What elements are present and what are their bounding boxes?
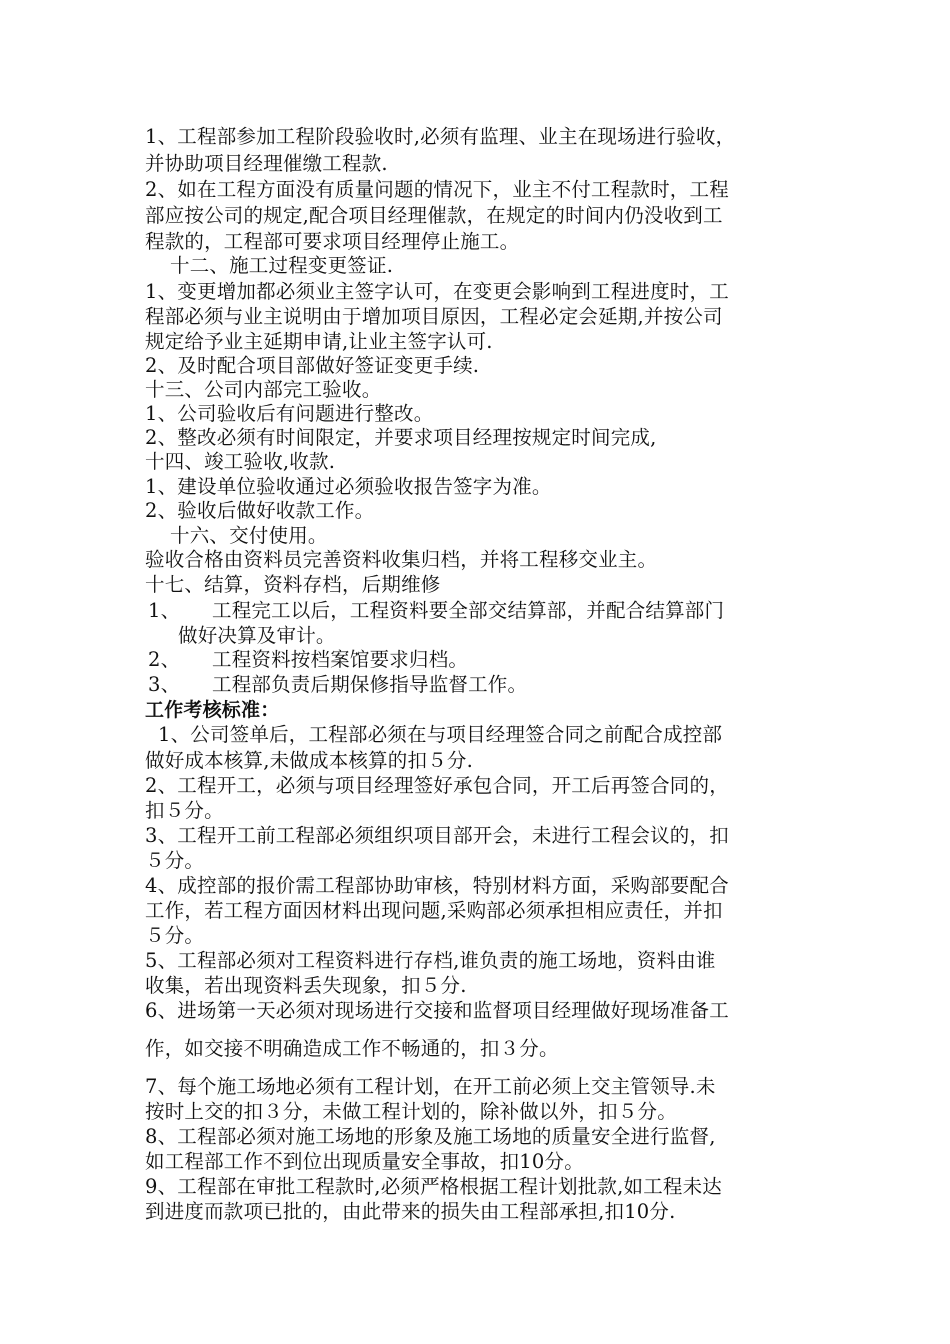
text-line: 1、建设单位验收通过必须验收报告签字为准。 [145,475,552,498]
text-line: 验收合格由资料员完善资料收集归档，并将工程移交业主。 [145,548,658,571]
text-line: 1、公司签单后，工程部必须在与项目经理签合同之前配合成控部 [158,723,723,746]
text-line: 9、工程部在审批工程款时,必须严格根据工程计划批款,如工程未达 [145,1175,723,1198]
text-line: 3、工程开工前工程部必须组织项目部开会，未进行工程会议的，扣 [145,824,729,847]
text-line: 按时上交的扣３分，未做工程计划的，除补做以外，扣５分。 [145,1100,677,1123]
list-number: 2、 [148,648,181,671]
text-line: 2、验收后做好收款工作。 [145,499,375,522]
text-line: 程款的，工程部可要求项目经理停止施工。 [145,230,520,253]
text-line: 4、成控部的报价需工程部协助审核，特别材料方面，采购部要配合 [145,874,729,897]
list-text: 工程资料按档案馆要求归档。 [212,648,469,671]
text-line: 7、每个施工场地必须有工程计划，在开工前必须上交主管领导.未 [145,1075,716,1098]
criteria-heading: 工作考核标准： [145,699,280,721]
text-line: 收集，若出现资料丢失现象，扣５分. [145,974,467,997]
section-heading: 十四、竣工验收,收款. [145,450,336,473]
section-heading: 十七、结算，资料存档，后期维修 [145,573,441,596]
list-text: 工程部负责后期保修指导监督工作。 [212,673,528,696]
section-heading: 十三、公司内部完工验收。 [145,378,382,401]
text-line: 工作，若工程方面因材料出现问题,采购部必须承担相应责任，并扣 [145,899,723,922]
text-line: 到进度而款项已批的，由此带来的损失由工程部承担,扣10分. [145,1200,676,1223]
text-line: 1、变更增加都必须业主签字认可，在变更会影响到工程进度时，工 [145,280,729,303]
list-text: 工程完工以后，工程资料要全部交结算部，并配合结算部门 [212,599,725,622]
text-line: 程部必须与业主说明由于增加项目原因，工程必定会延期,并按公司 [145,305,723,328]
text-line: 规定给予业主延期申请,让业主签字认可. [145,330,493,353]
list-text: 做好决算及审计。 [178,624,336,647]
text-line: 做好成本核算,未做成本核算的扣５分. [145,749,473,772]
text-line: ５分。 [145,849,205,872]
text-line: 作，如交接不明确造成工作不畅通的，扣３分。 [145,1037,559,1060]
text-line: 1、工程部参加工程阶段验收时,必须有监理、业主在现场进行验收， [145,125,736,148]
text-line: 2、及时配合项目部做好签证变更手续. [145,354,480,377]
text-line: 并协助项目经理催缴工程款. [145,152,388,175]
text-line: 2、如在工程方面没有质量问题的情况下，业主不付工程款时，工程 [145,178,729,201]
text-line: 8、工程部必须对施工场地的形象及施工场地的质量安全进行监督, [145,1125,716,1148]
text-line: 6、进场第一天必须对现场进行交接和监督项目经理做好现场准备工 [145,999,729,1022]
list-number: 3、 [148,673,181,696]
text-line: 扣５分。 [145,799,224,822]
list-number: 1、 [148,599,181,622]
text-line: 5、工程部必须对工程资料进行存档,谁负责的施工场地，资料由谁 [145,949,716,972]
text-line: 2、整改必须有时间限定，并要求项目经理按规定时间完成, [145,426,657,449]
text-line: 1、公司验收后有问题进行整改。 [145,402,434,425]
section-heading: 十二、施工过程变更签证. [170,254,394,277]
text-line: 部应按公司的规定,配合项目经理催款，在规定的时间内仍没收到工 [145,204,723,227]
text-line: 2、工程开工，必须与项目经理签好承包合同，开工后再签合同的， [145,774,729,797]
text-line: 如工程部工作不到位出现质量安全事故，扣10分。 [145,1150,584,1173]
section-heading: 十六、交付使用。 [170,524,328,547]
text-line: ５分。 [145,924,205,947]
